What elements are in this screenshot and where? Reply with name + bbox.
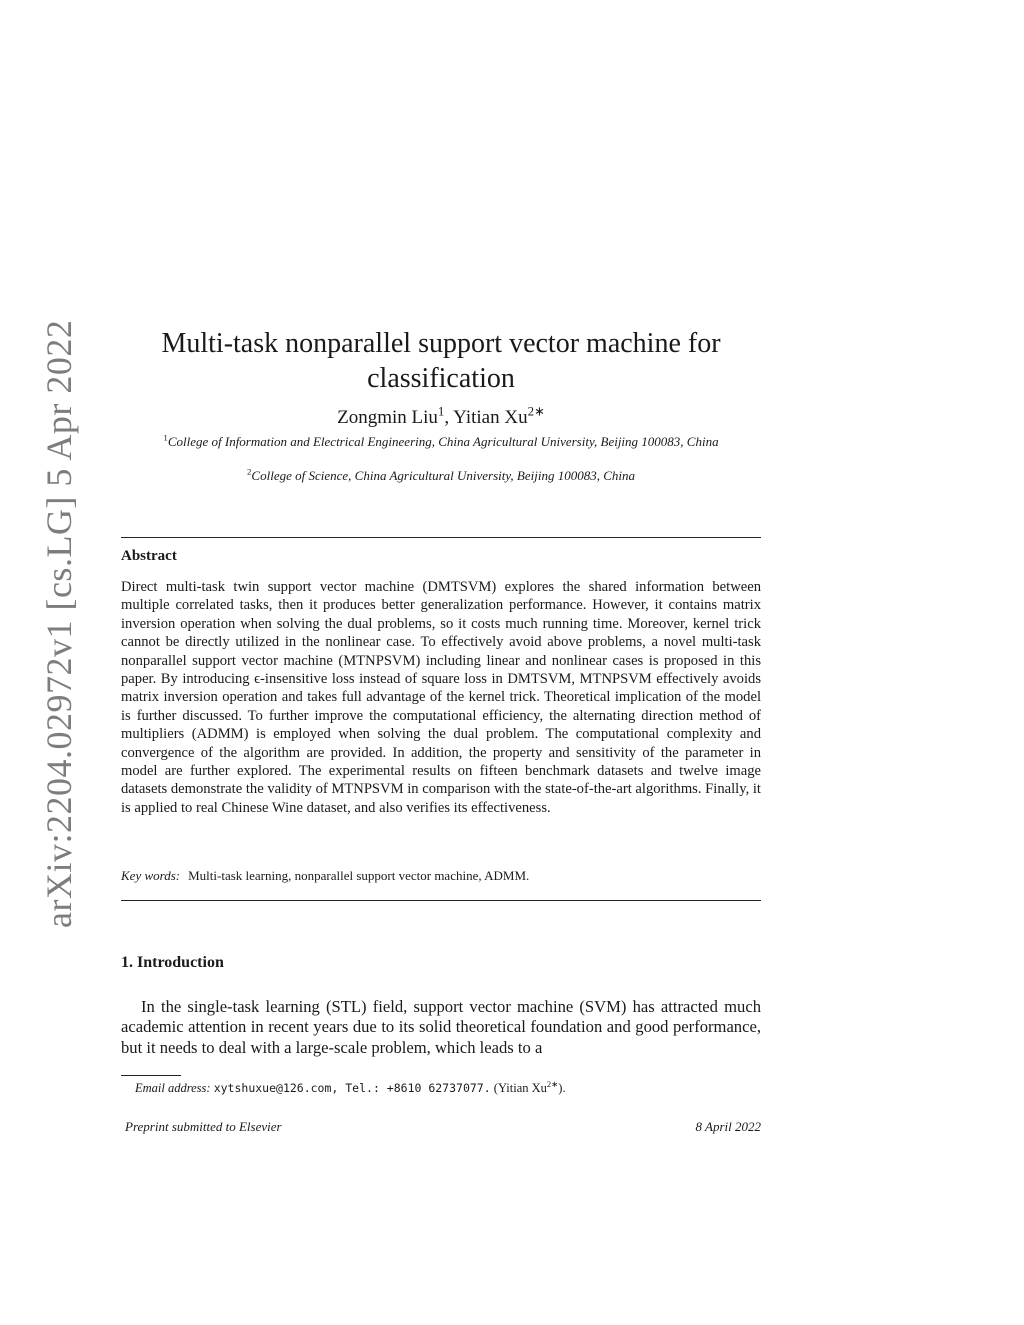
affiliation-2: [121, 468, 761, 484]
author-2: Yitian Xu: [453, 407, 528, 428]
paper-title: Multi-task nonparallel support vector machine for classification: [161, 328, 721, 394]
footnote-end: ).: [558, 1081, 566, 1095]
footnote-tail: (Yitian Xu: [490, 1081, 547, 1095]
affiliation-2-text: College of Science, China Agricultural University, Beijing 100083, China: [251, 468, 635, 483]
section-heading-introduction: 1. Introduction: [121, 954, 224, 971]
affiliation-2-mark: 2: [247, 466, 252, 477]
footnote-rule: [121, 1075, 181, 1076]
abstract-heading: Abstract: [121, 548, 177, 564]
introduction-paragraph: In the single-task learning (STL) field, support vector machine (SVM) has attracted much academic attention in recent years due to its solid theoretical foundation and good performance, but it needs to deal with a large-scale problem, which leads to a: [121, 997, 761, 1057]
affiliation-1-text: College of Information and Electrical Engineering, China Agricultural University, Beijing 100083, China: [167, 434, 719, 449]
affiliation-1: [121, 434, 761, 450]
keywords-label: Key words:: [121, 868, 181, 883]
abstract-bottom-rule: [121, 900, 761, 901]
footer-preprint-note: Preprint submitted to Elsevier: [125, 1119, 282, 1134]
abstract-text: Direct multi-task twin support vector machine (DMTSVM) explores the shared information between multiple correlated tasks, then it produces better generalization performance. However, it contains matrix inversion operation when solving the dual problems, so it costs much running time. Moreover, kernel trick cannot be directly utilized in the nonlinear case. To effectively avoid above problems, a novel multi-task nonparallel support vector machine (MTNPSVM) including linear and nonlinear cases is proposed in this paper. By introducing ϵ-insensitive loss instead of square loss in DMTSVM, MTNPSVM effectively avoids matrix inversion operation and takes full advantage of the kernel trick. Theoretical implication of the model is further discussed. To further improve the computational efficiency, the alternating direction method of multipliers (ADMM) is employed when solving the dual problem. The computational complexity and convergence of the algorithm are provided. In addition, the property and sensitivity of the parameter in model are further explored. The experimental results on fifteen benchmark datasets and twelve image datasets demonstrate the validity of MTNPSVM in comparison with the state-of-the-art algorithms. Finally, it is applied to real Chinese Wine dataset, and also verifies its effectiveness.: [121, 579, 761, 816]
keywords: [121, 868, 761, 884]
author-1: Zongmin Liu: [337, 407, 438, 428]
author-2-affiliation-mark: 2∗: [527, 403, 545, 419]
footnote-tail-mark: 2∗: [546, 1078, 559, 1089]
author-1-affiliation-mark: 1: [437, 403, 445, 419]
footnote-email-label: Email address:: [135, 1081, 211, 1095]
abstract-top-rule: [121, 537, 761, 538]
arxiv-identifier-stamp: arXiv:2204.02972v1 [cs.LG] 5 Apr 2022: [39, 319, 79, 928]
footer-date: 8 April 2022: [695, 1119, 761, 1134]
author-separator: ,: [444, 407, 454, 428]
affiliation-1-mark: 1: [163, 432, 168, 443]
footnote-email-contact: xytshuxue@126.com, Tel.: +8610 62737077.: [213, 1081, 491, 1095]
author-list: [121, 405, 761, 431]
keywords-text: Multi-task learning, nonparallel support vector machine, ADMM.: [188, 868, 530, 883]
footnote: [121, 1080, 761, 1096]
